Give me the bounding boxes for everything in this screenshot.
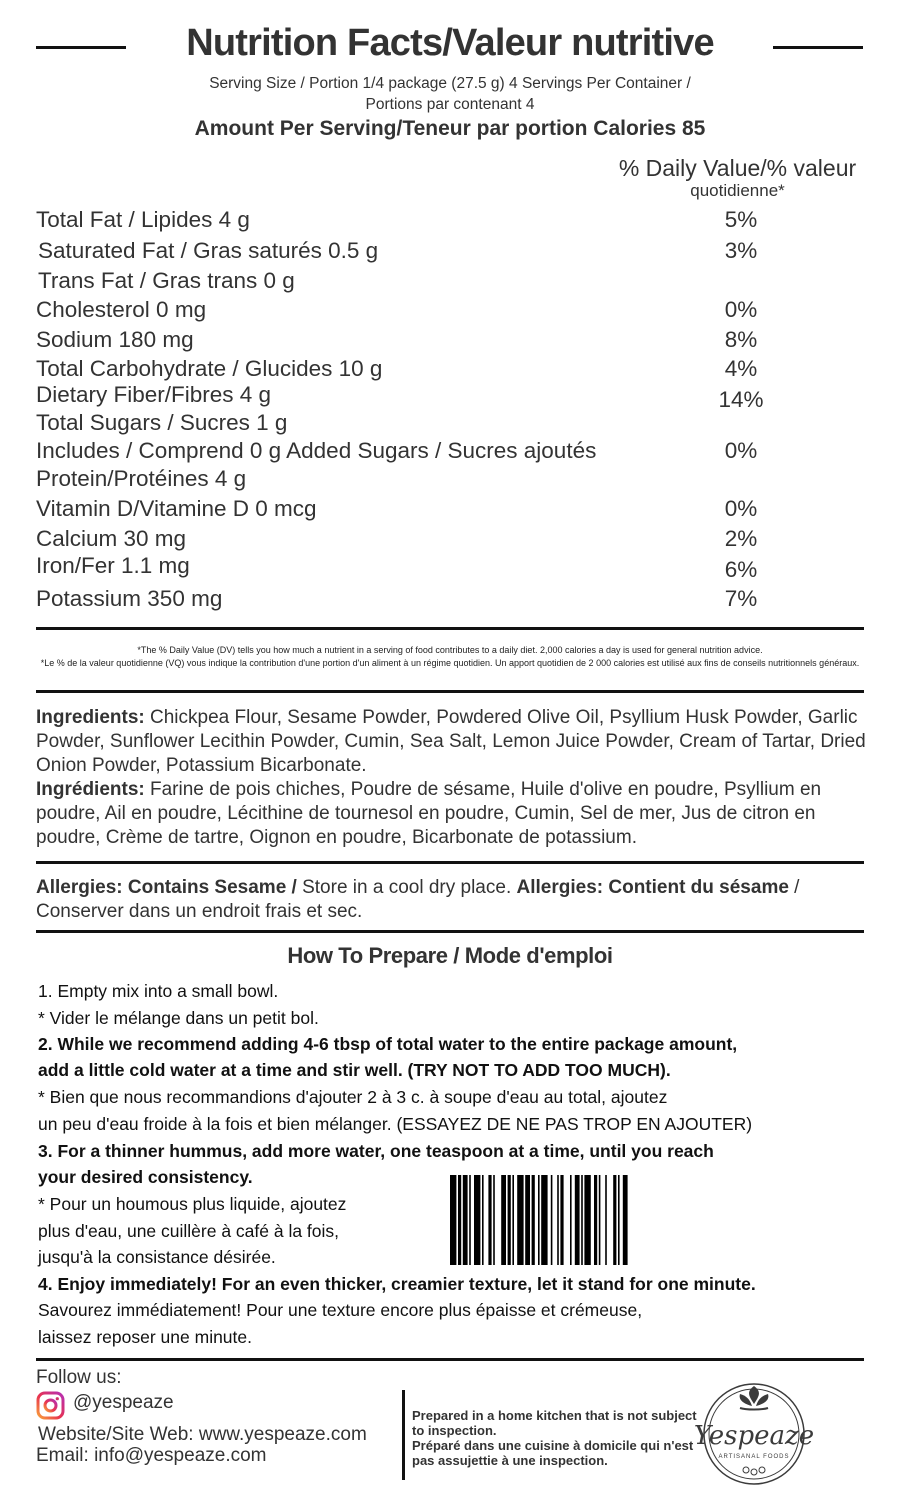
nutrient-label: Includes / Comprend 0 g Added Sugars / Sucres ajoutés: [36, 438, 597, 463]
allergies-label-fr: Allergies: Contient du sésame: [516, 877, 789, 898]
amount-per-serving: Amount Per Serving/Teneur par portion Calories 85: [194, 117, 706, 140]
nutrient-label: Cholesterol 0 mg: [36, 297, 207, 322]
inspection-notice-fr: Préparé dans une cuisine à domicile qui n'est pas assujettie à une inspection.: [412, 1438, 694, 1468]
ingredients-block: [36, 706, 871, 850]
nutrient-percent: 0%: [724, 496, 758, 521]
prepare-line: 4. Enjoy immediately! For an even thicker, creamier texture, let it stand for one minute.: [38, 1274, 756, 1294]
nutrient-percent: 2%: [724, 526, 758, 551]
divider: [36, 1358, 864, 1361]
ingredients-label-en: Ingredients:: [36, 707, 145, 728]
nutrient-row: [38, 238, 868, 268]
follow-us-label: Follow us:: [36, 1367, 122, 1388]
logo-tagline: ARTISANAL FOODS: [718, 1454, 790, 1460]
nutrient-percent: 6%: [724, 557, 758, 582]
barcode: [448, 1175, 810, 1265]
nutrient-percent: 4%: [724, 356, 758, 381]
nutrient-label: Calcium 30 mg: [36, 526, 187, 551]
prepare-line: 1. Empty mix into a small bowl.: [38, 981, 279, 1001]
nutrient-label: Dietary Fiber/Fibres 4 g: [36, 382, 272, 407]
nutrient-row: [36, 526, 866, 556]
divider: [36, 690, 864, 693]
nutrient-row: [36, 553, 866, 583]
daily-value-footnote: [40, 644, 860, 670]
nutrient-row: [36, 466, 866, 496]
allergies-text-fr: / Conserver dans un endroit frais et sec.: [36, 877, 800, 922]
serving-size: [150, 73, 750, 115]
prepare-title: How To Prepare / Mode d'emploi: [287, 943, 613, 968]
serving-line-1: Serving Size / Portion 1/4 package (27.5 g) 4 Servings Per Container /: [209, 75, 691, 92]
prepare-line: * Pour un houmous plus liquide, ajoutez: [38, 1194, 347, 1214]
nutrient-label: Trans Fat / Gras trans 0 g: [38, 268, 295, 293]
nutrient-percent: 7%: [724, 586, 758, 611]
nutrient-label: Protein/Protéines 4 g: [36, 466, 247, 491]
nutrient-label: Saturated Fat / Gras saturés 0.5 g: [38, 238, 379, 263]
instagram-icon[interactable]: [36, 1391, 65, 1420]
nutrient-row: [36, 586, 866, 616]
nutrient-row: [36, 410, 866, 440]
footnote-en: *The % Daily Value (DV) tells you how much a nutrient in a serving of food contributes to a daily diet. 2,000 calories a day is used for general nutrition advice.: [137, 645, 763, 655]
inspection-notice: [412, 1408, 712, 1468]
prepare-line: add a little cold water at a time and stir well. (TRY NOT TO ADD TOO MUCH).: [38, 1060, 671, 1080]
nutrient-label: Total Fat / Lipides 4 g: [36, 207, 250, 232]
footnote-fr: *Le % de la valeur quotidienne (VQ) vous indique la contribution d'une portion d'un aliment à un régime quotidien. Un apport quotidien de 2 000 calories est utilisé aux fins de conseils nutritionnels généraux.: [40, 658, 860, 668]
nutrient-row: [36, 297, 866, 327]
nutrient-row: [36, 327, 866, 357]
nutrient-row: [36, 207, 866, 237]
website-link[interactable]: Website/Site Web: www.yespeaze.com: [38, 1424, 367, 1445]
prepare-line: 3. For a thinner hummus, add more water, one teaspoon at a time, until you reach: [38, 1141, 714, 1161]
nutrient-percent: 3%: [724, 238, 758, 263]
nutrient-row: [36, 438, 866, 468]
daily-value-heading: % Daily Value/% valeur: [618, 155, 857, 181]
daily-value-subheading: quotidienne*: [690, 181, 785, 200]
nutrient-percent: 8%: [724, 327, 758, 352]
instagram-handle[interactable]: @yespeaze: [73, 1392, 174, 1413]
nutrient-percent: 14%: [718, 387, 764, 412]
nutrient-label: Total Carbohydrate / Glucides 10 g: [36, 356, 383, 381]
nutrient-row: [36, 382, 866, 412]
nutrient-percent: 0%: [724, 438, 758, 463]
logo-wordmark: Yespeaze: [694, 1421, 814, 1451]
prepare-line: your desired consistency.: [38, 1167, 253, 1187]
prepare-line: * Vider le mélange dans un petit bol.: [38, 1008, 319, 1028]
inspection-notice-en: Prepared in a home kitchen that is not subject to inspection.: [412, 1408, 697, 1438]
nutrient-row: [38, 268, 868, 298]
divider: [36, 861, 864, 864]
nutrient-label: Vitamin D/Vitamine D 0 mcg: [36, 496, 317, 521]
prepare-line: 2. While we recommend adding 4-6 tbsp of total water to the entire package amount,: [38, 1034, 738, 1054]
prepare-line: un peu d'eau froide à la fois et bien mélanger. (ESSAYEZ DE NE PAS TROP EN AJOUTER): [38, 1114, 753, 1134]
footer-divider: [402, 1390, 405, 1480]
allergies-text-en: Store in a cool dry place.: [296, 877, 517, 898]
ingredients-text-en: Chickpea Flour, Sesame Powder, Powdered Olive Oil, Psyllium Husk Powder, Garlic Powder, Sunflower Lecithin Powder, Cumin, Sea Salt, Lemon Juice Powder, Cream of Tartar, Dried Onion Powder, Potassium Bicarbonate.: [36, 707, 866, 776]
prepare-line: Savourez immédiatement! Pour une texture encore plus épaisse et crémeuse,: [38, 1300, 643, 1320]
divider: [36, 930, 864, 933]
allergies-label-en: Allergies: Contains Sesame /: [36, 877, 297, 898]
serving-line-2: Portions par contenant 4: [365, 96, 535, 113]
nutrient-label: Sodium 180 mg: [36, 327, 194, 352]
nutrient-percent: 5%: [724, 207, 758, 232]
nutrient-label: Potassium 350 mg: [36, 586, 223, 611]
yespeaze-logo: [694, 1378, 814, 1490]
prepare-line: * Bien que nous recommandions d'ajouter 2 à 3 c. à soupe d'eau au total, ajoutez: [38, 1087, 668, 1107]
nutrient-label: Iron/Fer 1.1 mg: [36, 553, 190, 578]
ingredients-label-fr: Ingrédients:: [36, 779, 145, 800]
divider: [36, 627, 864, 630]
allergies-block: [36, 876, 871, 924]
page-title: Nutrition Facts/Valeur nutritive: [186, 22, 714, 64]
email-link[interactable]: Email: info@yespeaze.com: [36, 1445, 267, 1466]
prepare-line: jusqu'à la consistance désirée.: [38, 1247, 276, 1267]
prepare-line: plus d'eau, une cuillère à café à la fois,: [38, 1221, 340, 1241]
nutrient-percent: 0%: [724, 297, 758, 322]
ingredients-text-fr: Farine de pois chiches, Poudre de sésame, Huile d'olive en poudre, Psyllium en poudre, Ail en poudre, Lécithine de tournesol en poudre, Cumin, Sel de mer, Jus de citron en poudre, Crème de tartre, Oignon en poudre, Bicarbonate de potassium.: [36, 779, 822, 848]
nutrient-label: Total Sugars / Sucres 1 g: [36, 410, 288, 435]
nutrient-row: [36, 496, 866, 526]
prepare-line: laissez reposer une minute.: [38, 1327, 252, 1347]
